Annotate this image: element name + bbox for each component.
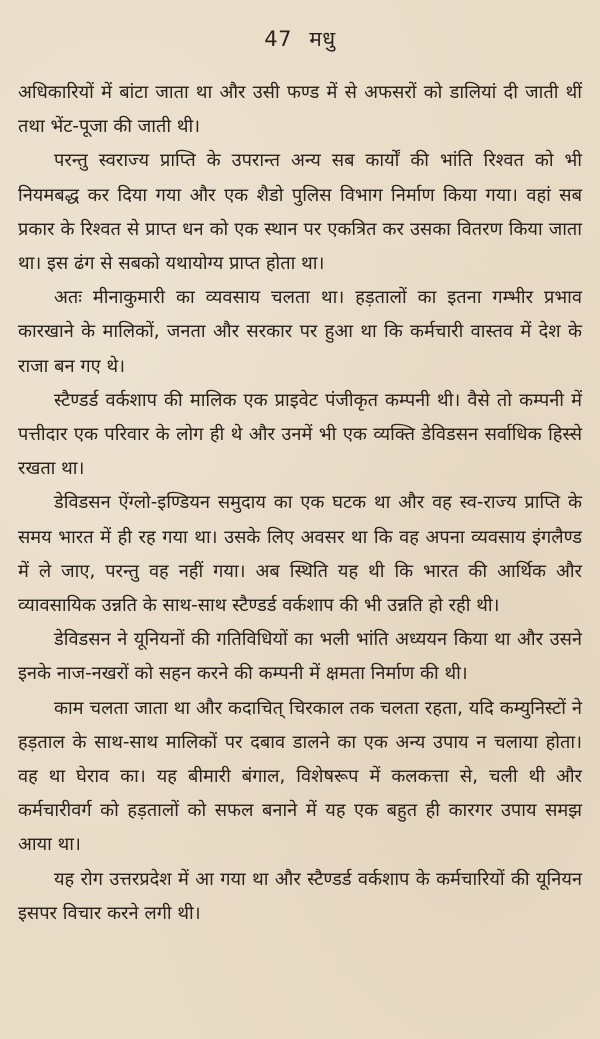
paragraph-continuation: अधिकारियों में बांटा जाता था और उसी फण्ड में से अफसरों को डालियां दी जाती थीं तथा भेंट-पूजा की जाती थी। [18, 82, 582, 138]
paragraph: स्टैण्डर्ड वर्कशाप की मालिक एक प्राइवेट पंजीकृत कम्पनी थी। वैसे तो कम्पनी में पत्तीदार एक परिवार के लोग ही थे और उनमें भी एक व्यक्ति डेविडसन सर्वाधिक हिस्से रखता था। [18, 389, 582, 480]
paragraph: यह रोग उत्तरप्रदेश में आ गया था और स्टैण्डर्ड वर्कशाप के कर्मचारियों की यूनियन इसपर विचार करने लगी थी। [18, 868, 582, 924]
paragraph: परन्तु स्वराज्य प्राप्ति के उपरान्त अन्य सब कार्यों की भांति रिश्वत को भी नियमबद्ध कर दिया गया और एक शैडो पुलिस विभाग निर्माण किया गया। वहां सब प्रकार के रिश्वत से प्राप्त धन को एक स्थान पर एकत्रित कर उसका वितरण किया जाता था। इस ढंग से सबको यथायोग्य प्राप्त होता था। [18, 150, 582, 275]
running-title: मधु [309, 27, 336, 51]
page-number: 47 [264, 27, 293, 51]
paragraph: अतः मीनाकुमारी का व्यवसाय चलता था। हड़तालों का इतना गम्भीर प्रभाव कारखाने के मालिकों, जनता और सरकार पर हुआ था कि कर्मचारी वास्तव में देश के राजा बन गए थे। [18, 287, 582, 377]
paragraph: डेविडसन ऐंग्लो-इण्डियन समुदाय का एक घटक था और वह स्व-राज्य प्राप्ति के समय भारत में ही रह गया था। उसके लिए अवसर था कि वह अपना व्यवसाय इंगलैण्ड में ले जाए, परन्तु वह नहीं गया। अब स्थिति यह थी कि भारत की आर्थिक और व्यावसायिक उन्नति के साथ-साथ स्टैण्डर्ड वर्कशाप की भी उन्नति हो रही थी। [18, 492, 582, 617]
page-header [18, 24, 582, 54]
page-body [18, 76, 582, 931]
paragraph: डेविडसन ने यूनियनों की गतिविधियों का भली भांति अध्ययन किया था और उसने इनके नाज-नखरों को सहन करने की कम्पनी में क्षमता निर्माण की थी। [18, 629, 582, 685]
paragraph: काम चलता जाता था और कदाचित् चिरकाल तक चलता रहता, यदि कम्युनिस्टों ने हड़ताल के साथ-साथ मालिकों पर दबाव डालने का एक अन्य उपाय न चलाया होता। वह था घेराव का। यह बीमारी बंगाल, विशेषरूप में कलकत्ता से, चली थी और कर्मचारीवर्ग को हड़तालों को सफल बनाने में यह एक बहुत ही कारगर उपाय समझ आया था। [18, 697, 582, 856]
